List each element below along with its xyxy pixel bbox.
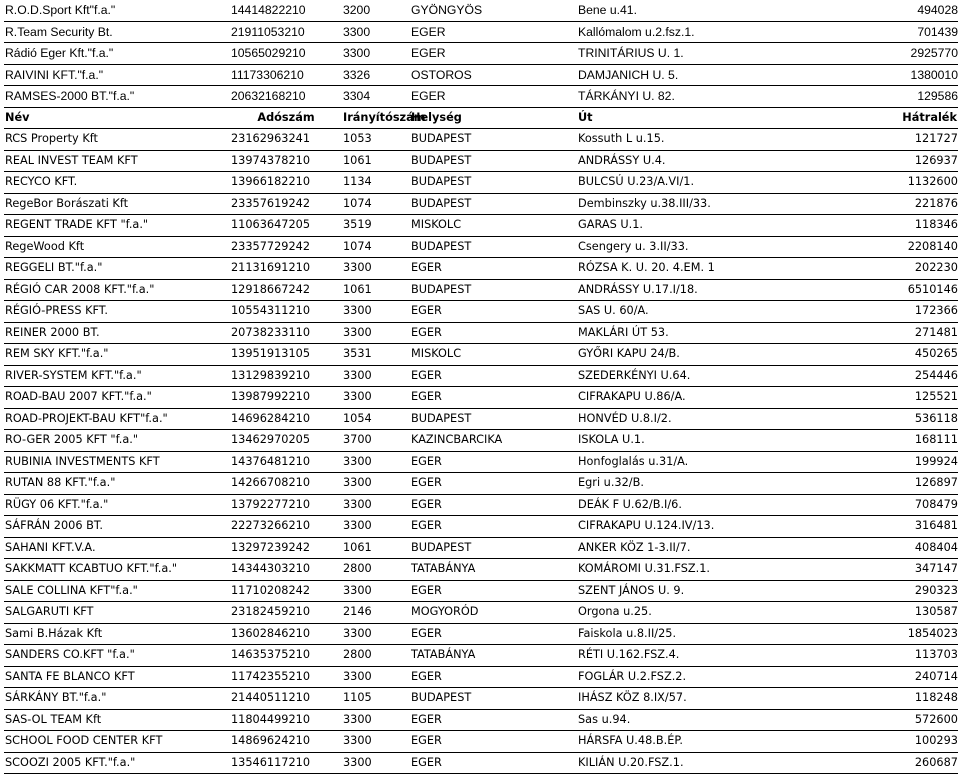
- table-row: [4, 494, 958, 516]
- cell-iranyitoszam: 1053: [342, 129, 410, 151]
- table-row: [4, 301, 958, 323]
- cell-helyseg: BUDAPEST: [410, 537, 577, 559]
- cell-hatralek: 199924: [799, 451, 958, 473]
- cell-hatralek: 221876: [799, 193, 958, 215]
- cell-helyseg: TATABÁNYA: [410, 645, 577, 667]
- cell-hatralek: 118346: [799, 215, 958, 237]
- cell-iranyitoszam: 3300: [342, 365, 410, 387]
- cell-helyseg: EGER: [410, 86, 577, 108]
- cell-ut: FOGLÁR U.2.FSZ.2.: [577, 666, 799, 688]
- cell-ut: Faiskola u.8.II/25.: [577, 623, 799, 645]
- cell-ut: ANKER KÖZ 1-3.II/7.: [577, 537, 799, 559]
- cell-iranyitoszam: 3300: [342, 43, 410, 65]
- cell-hatralek: 260687: [799, 752, 958, 774]
- cell-ut: Kossuth L u.15.: [577, 129, 799, 151]
- cell-ut: GARAS U.1.: [577, 215, 799, 237]
- cell-helyseg: EGER: [410, 451, 577, 473]
- cell-nev: RO-GER 2005 KFT "f.a.": [4, 430, 230, 452]
- cell-iranyitoszam: 3300: [342, 494, 410, 516]
- table-row: [4, 709, 958, 731]
- table-row: [4, 64, 958, 86]
- cell-hatralek: 125521: [799, 387, 958, 409]
- cell-adoszam: 13951913105: [230, 344, 342, 366]
- cell-iranyitoszam: 2800: [342, 559, 410, 581]
- cell-nev: SANTA FE BLANCO KFT: [4, 666, 230, 688]
- cell-iranyitoszam: 3300: [342, 387, 410, 409]
- cell-iranyitoszam: 3300: [342, 322, 410, 344]
- cell-helyseg: EGER: [410, 580, 577, 602]
- cell-adoszam: 14696284210: [230, 408, 342, 430]
- cell-helyseg: EGER: [410, 301, 577, 323]
- table-row: [4, 150, 958, 172]
- cell-hatralek: 494028: [799, 0, 958, 21]
- cell-helyseg: EGER: [410, 516, 577, 538]
- cell-hatralek: 172366: [799, 301, 958, 323]
- cell-iranyitoszam: 3700: [342, 430, 410, 452]
- cell-iranyitoszam: 3300: [342, 580, 410, 602]
- cell-adoszam: 13966182210: [230, 172, 342, 194]
- cell-ut: Bene u.41.: [577, 0, 799, 21]
- table-row: [4, 645, 958, 667]
- cell-adoszam: 20738233110: [230, 322, 342, 344]
- cell-adoszam: 23357729242: [230, 236, 342, 258]
- cell-nev: RIVER-SYSTEM KFT."f.a.": [4, 365, 230, 387]
- cell-hatralek: 126897: [799, 473, 958, 495]
- table-row: [4, 430, 958, 452]
- cell-ut: SZEDERKÉNYI U.64.: [577, 365, 799, 387]
- cell-iranyitoszam: 2800: [342, 645, 410, 667]
- cell-hatralek: 290323: [799, 580, 958, 602]
- table-row: [4, 43, 958, 65]
- cell-adoszam: 14344303210: [230, 559, 342, 581]
- cell-nev: SAHANI KFT.V.A.: [4, 537, 230, 559]
- cell-iranyitoszam: 3300: [342, 709, 410, 731]
- cell-iranyitoszam: 3531: [342, 344, 410, 366]
- table-row: [4, 473, 958, 495]
- cell-ut: DEÁK F U.62/B.I/6.: [577, 494, 799, 516]
- cell-hatralek: 100293: [799, 731, 958, 753]
- cell-helyseg: BUDAPEST: [410, 279, 577, 301]
- table-row: [4, 215, 958, 237]
- cell-adoszam: 22273266210: [230, 516, 342, 538]
- cell-nev: R.O.D.Sport Kft"f.a.": [4, 0, 230, 21]
- cell-adoszam: 23357619242: [230, 193, 342, 215]
- cell-ut: SAS U. 60/A.: [577, 301, 799, 323]
- cell-iranyitoszam: 1134: [342, 172, 410, 194]
- table-row: [4, 387, 958, 409]
- cell-ut: KILIÁN U.20.FSZ.1.: [577, 752, 799, 774]
- cell-iranyitoszam: 1061: [342, 537, 410, 559]
- cell-adoszam: 14376481210: [230, 451, 342, 473]
- cell-nev: RAIVINI KFT."f.a.": [4, 64, 230, 86]
- cell-nev: ROAD-BAU 2007 KFT."f.a.": [4, 387, 230, 409]
- cell-hatralek: 168111: [799, 430, 958, 452]
- cell-adoszam: 13792277210: [230, 494, 342, 516]
- cell-hatralek: 701439: [799, 21, 958, 43]
- cell-iranyitoszam: 3300: [342, 516, 410, 538]
- cell-iranyitoszam: 3300: [342, 623, 410, 645]
- header-nev: Név: [4, 107, 230, 129]
- table-row: [4, 451, 958, 473]
- cell-hatralek: 708479: [799, 494, 958, 516]
- cell-nev: RegeWood Kft: [4, 236, 230, 258]
- cell-hatralek: 130587: [799, 602, 958, 624]
- cell-adoszam: 13297239242: [230, 537, 342, 559]
- cell-ut: CIFRAKAPU U.124.IV/13.: [577, 516, 799, 538]
- cell-iranyitoszam: 3300: [342, 21, 410, 43]
- cell-helyseg: BUDAPEST: [410, 150, 577, 172]
- cell-hatralek: 271481: [799, 322, 958, 344]
- cell-iranyitoszam: 1074: [342, 236, 410, 258]
- cell-hatralek: 347147: [799, 559, 958, 581]
- cell-ut: RÓZSA K. U. 20. 4.EM. 1: [577, 258, 799, 280]
- cell-nev: REGGELI BT."f.a.": [4, 258, 230, 280]
- cell-iranyitoszam: 2146: [342, 602, 410, 624]
- cell-helyseg: EGER: [410, 666, 577, 688]
- cell-adoszam: 11742355210: [230, 666, 342, 688]
- cell-adoszam: 13129839210: [230, 365, 342, 387]
- table-row: [4, 258, 958, 280]
- cell-ut: ANDRÁSSY U.17.I/18.: [577, 279, 799, 301]
- cell-helyseg: EGER: [410, 709, 577, 731]
- cell-ut: BULCSÚ U.23/A.VI/1.: [577, 172, 799, 194]
- cell-hatralek: 118248: [799, 688, 958, 710]
- table-row: [4, 602, 958, 624]
- cell-ut: SZENT JÁNOS U. 9.: [577, 580, 799, 602]
- cell-nev: SCHOOL FOOD CENTER KFT: [4, 731, 230, 753]
- cell-adoszam: 14266708210: [230, 473, 342, 495]
- cell-adoszam: 11710208242: [230, 580, 342, 602]
- cell-ut: HÁRSFA U.48.B.ÉP.: [577, 731, 799, 753]
- table-row: [4, 516, 958, 538]
- cell-ut: Sas u.94.: [577, 709, 799, 731]
- cell-helyseg: OSTOROS: [410, 64, 577, 86]
- cell-adoszam: 20632168210: [230, 86, 342, 108]
- cell-iranyitoszam: 3300: [342, 258, 410, 280]
- cell-helyseg: BUDAPEST: [410, 129, 577, 151]
- cell-ut: Honfoglalás u.31/A.: [577, 451, 799, 473]
- cell-iranyitoszam: 1105: [342, 688, 410, 710]
- cell-helyseg: EGER: [410, 387, 577, 409]
- table-row: [4, 129, 958, 151]
- cell-iranyitoszam: 1074: [342, 193, 410, 215]
- cell-hatralek: 450265: [799, 344, 958, 366]
- cell-nev: REGENT TRADE KFT "f.a.": [4, 215, 230, 237]
- cell-adoszam: 11173306210: [230, 64, 342, 86]
- debtor-table: [4, 0, 958, 774]
- cell-nev: Rádió Eger Kft."f.a.": [4, 43, 230, 65]
- cell-adoszam: 13462970205: [230, 430, 342, 452]
- cell-ut: TRINITÁRIUS U. 1.: [577, 43, 799, 65]
- cell-ut: Orgona u.25.: [577, 602, 799, 624]
- cell-ut: Kallómalom u.2.fsz.1.: [577, 21, 799, 43]
- cell-helyseg: EGER: [410, 494, 577, 516]
- cell-nev: SANDERS CO.KFT "f.a.": [4, 645, 230, 667]
- table-row: [4, 279, 958, 301]
- cell-nev: SÁFRÁN 2006 BT.: [4, 516, 230, 538]
- cell-helyseg: EGER: [410, 623, 577, 645]
- cell-adoszam: 13602846210: [230, 623, 342, 645]
- cell-hatralek: 572600: [799, 709, 958, 731]
- table-row: [4, 580, 958, 602]
- cell-nev: RÉGIÓ-PRESS KFT.: [4, 301, 230, 323]
- cell-hatralek: 240714: [799, 666, 958, 688]
- cell-helyseg: EGER: [410, 473, 577, 495]
- cell-helyseg: BUDAPEST: [410, 193, 577, 215]
- cell-iranyitoszam: 3300: [342, 731, 410, 753]
- cell-ut: Egri u.32/B.: [577, 473, 799, 495]
- cell-nev: RÉGIÓ CAR 2008 KFT."f.a.": [4, 279, 230, 301]
- cell-helyseg: MOGYORÓD: [410, 602, 577, 624]
- cell-nev: R.Team Security Bt.: [4, 21, 230, 43]
- cell-ut: CIFRAKAPU U.86/A.: [577, 387, 799, 409]
- cell-iranyitoszam: 3300: [342, 473, 410, 495]
- cell-helyseg: EGER: [410, 21, 577, 43]
- table-row: [4, 666, 958, 688]
- cell-nev: SCOOZI 2005 KFT."f.a.": [4, 752, 230, 774]
- cell-iranyitoszam: 3300: [342, 752, 410, 774]
- cell-helyseg: EGER: [410, 43, 577, 65]
- cell-nev: SÁRKÁNY BT."f.a.": [4, 688, 230, 710]
- cell-ut: Csengery u. 3.II/33.: [577, 236, 799, 258]
- cell-ut: GYŐRI KAPU 24/B.: [577, 344, 799, 366]
- cell-ut: KOMÁROMI U.31.FSZ.1.: [577, 559, 799, 581]
- cell-hatralek: 408404: [799, 537, 958, 559]
- cell-helyseg: EGER: [410, 258, 577, 280]
- cell-iranyitoszam: 1061: [342, 279, 410, 301]
- cell-helyseg: GYÖNGYÖS: [410, 0, 577, 21]
- cell-nev: SAKKMATT KCABTUO KFT."f.a.": [4, 559, 230, 581]
- table-row: [4, 365, 958, 387]
- cell-nev: SALGARUTI KFT: [4, 602, 230, 624]
- cell-adoszam: 14414822210: [230, 0, 342, 21]
- cell-adoszam: 21131691210: [230, 258, 342, 280]
- header-helyseg: Helység: [410, 107, 577, 129]
- cell-helyseg: EGER: [410, 752, 577, 774]
- cell-ut: TÁRKÁNYI U. 82.: [577, 86, 799, 108]
- cell-hatralek: 316481: [799, 516, 958, 538]
- cell-nev: SAS-OL TEAM Kft: [4, 709, 230, 731]
- cell-iranyitoszam: 1054: [342, 408, 410, 430]
- cell-iranyitoszam: 3200: [342, 0, 410, 21]
- table-row: [4, 559, 958, 581]
- table-row: [4, 688, 958, 710]
- cell-nev: RUTAN 88 KFT."f.a.": [4, 473, 230, 495]
- cell-helyseg: BUDAPEST: [410, 172, 577, 194]
- cell-hatralek: 254446: [799, 365, 958, 387]
- cell-nev: RUBINIA INVESTMENTS KFT: [4, 451, 230, 473]
- header-iranyitoszam: Irányítószám: [342, 107, 410, 129]
- cell-hatralek: 536118: [799, 408, 958, 430]
- cell-iranyitoszam: 3300: [342, 301, 410, 323]
- cell-iranyitoszam: 3300: [342, 451, 410, 473]
- cell-adoszam: 11804499210: [230, 709, 342, 731]
- cell-hatralek: 129586: [799, 86, 958, 108]
- column-header-row: [4, 107, 958, 129]
- cell-adoszam: 13974378210: [230, 150, 342, 172]
- cell-nev: SALE COLLINA KFT"f.a.": [4, 580, 230, 602]
- table-row: [4, 172, 958, 194]
- table-row: [4, 537, 958, 559]
- cell-helyseg: BUDAPEST: [410, 408, 577, 430]
- cell-adoszam: 23162963241: [230, 129, 342, 151]
- cell-ut: ANDRÁSSY U.4.: [577, 150, 799, 172]
- previous-page-rows: [4, 0, 958, 107]
- table-row: [4, 731, 958, 753]
- cell-helyseg: BUDAPEST: [410, 236, 577, 258]
- cell-helyseg: EGER: [410, 322, 577, 344]
- header-adoszam: Adószám: [230, 107, 342, 129]
- cell-hatralek: 113703: [799, 645, 958, 667]
- table-row: [4, 236, 958, 258]
- cell-nev: Sami B.Házak Kft: [4, 623, 230, 645]
- table-row: [4, 86, 958, 108]
- cell-hatralek: 121727: [799, 129, 958, 151]
- cell-iranyitoszam: 3304: [342, 86, 410, 108]
- cell-nev: REINER 2000 BT.: [4, 322, 230, 344]
- table-row: [4, 752, 958, 774]
- cell-adoszam: 11063647205: [230, 215, 342, 237]
- cell-adoszam: 12918667242: [230, 279, 342, 301]
- cell-adoszam: 10554311210: [230, 301, 342, 323]
- cell-ut: DAMJANICH U. 5.: [577, 64, 799, 86]
- cell-adoszam: 14635375210: [230, 645, 342, 667]
- cell-nev: RCS Property Kft: [4, 129, 230, 151]
- table-row: [4, 0, 958, 21]
- cell-ut: RÉTI U.162.FSZ.4.: [577, 645, 799, 667]
- cell-ut: ISKOLA U.1.: [577, 430, 799, 452]
- cell-iranyitoszam: 3519: [342, 215, 410, 237]
- cell-ut: Dembinszky u.38.III/33.: [577, 193, 799, 215]
- cell-nev: ROAD-PROJEKT-BAU KFT"f.a.": [4, 408, 230, 430]
- cell-nev: RegeBor Borászati Kft: [4, 193, 230, 215]
- table-row: [4, 408, 958, 430]
- cell-helyseg: EGER: [410, 365, 577, 387]
- cell-hatralek: 2208140: [799, 236, 958, 258]
- cell-iranyitoszam: 1061: [342, 150, 410, 172]
- cell-nev: RAMSES-2000 BT."f.a.": [4, 86, 230, 108]
- cell-hatralek: 202230: [799, 258, 958, 280]
- cell-hatralek: 1380010: [799, 64, 958, 86]
- cell-iranyitoszam: 3300: [342, 666, 410, 688]
- cell-nev: REM SKY KFT."f.a.": [4, 344, 230, 366]
- cell-nev: RÜGY 06 KFT."f.a.": [4, 494, 230, 516]
- table-header-section: [4, 107, 958, 129]
- cell-helyseg: MISKOLC: [410, 344, 577, 366]
- cell-hatralek: 2925770: [799, 43, 958, 65]
- cell-adoszam: 14869624210: [230, 731, 342, 753]
- table-row: [4, 344, 958, 366]
- cell-adoszam: 13546117210: [230, 752, 342, 774]
- cell-helyseg: EGER: [410, 731, 577, 753]
- cell-iranyitoszam: 3326: [342, 64, 410, 86]
- cell-adoszam: 13987992210: [230, 387, 342, 409]
- cell-hatralek: 6510146: [799, 279, 958, 301]
- table-row: [4, 21, 958, 43]
- cell-ut: HONVÉD U.8.I/2.: [577, 408, 799, 430]
- cell-ut: IHÁSZ KÖZ 8.IX/57.: [577, 688, 799, 710]
- cell-nev: RECYCO KFT.: [4, 172, 230, 194]
- header-hatralek: Hátralék: [799, 107, 958, 129]
- current-page-rows: [4, 129, 958, 774]
- cell-hatralek: 1132600: [799, 172, 958, 194]
- table-row: [4, 322, 958, 344]
- table-row: [4, 623, 958, 645]
- cell-adoszam: 21440511210: [230, 688, 342, 710]
- table-row: [4, 193, 958, 215]
- cell-helyseg: KAZINCBARCIKA: [410, 430, 577, 452]
- cell-nev: REAL INVEST TEAM KFT: [4, 150, 230, 172]
- cell-ut: MAKLÁRI ÚT 53.: [577, 322, 799, 344]
- cell-helyseg: TATABÁNYA: [410, 559, 577, 581]
- cell-adoszam: 10565029210: [230, 43, 342, 65]
- cell-helyseg: BUDAPEST: [410, 688, 577, 710]
- cell-hatralek: 126937: [799, 150, 958, 172]
- cell-adoszam: 23182459210: [230, 602, 342, 624]
- cell-helyseg: MISKOLC: [410, 215, 577, 237]
- header-ut: Út: [577, 107, 799, 129]
- cell-adoszam: 21911053210: [230, 21, 342, 43]
- cell-hatralek: 1854023: [799, 623, 958, 645]
